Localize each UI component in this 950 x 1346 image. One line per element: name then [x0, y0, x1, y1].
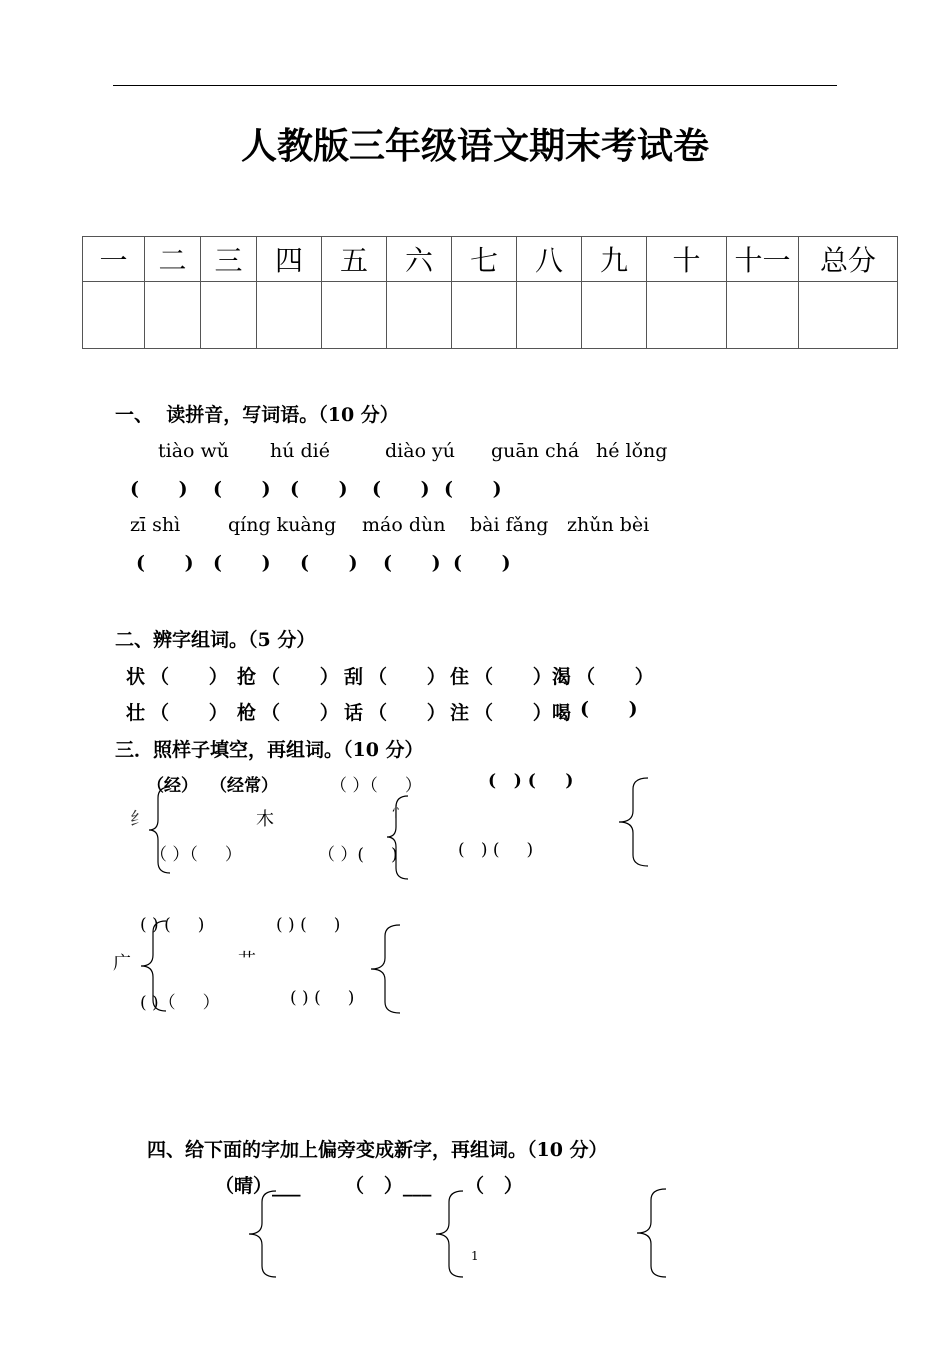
brace-icon	[148, 786, 172, 874]
brace-icon	[370, 924, 402, 1014]
brace-icon	[636, 1188, 668, 1278]
answer-blank[interactable]: ( )	[130, 478, 188, 500]
header-rule	[113, 85, 837, 86]
answer-blank[interactable]: ( )	[213, 478, 271, 500]
answer-blank[interactable]: ( )	[300, 552, 358, 574]
example-word: （经常）	[210, 776, 278, 796]
answer-blank[interactable]: （ ）( )	[318, 845, 398, 865]
pinyin: bài fǎng	[470, 514, 549, 536]
answer-blank[interactable]: ( )	[372, 478, 430, 500]
answer-blank[interactable]: （ ）	[261, 666, 339, 688]
score-header-cell: 九	[582, 237, 647, 282]
answer-blank[interactable]: （ ）	[150, 666, 228, 688]
score-cell[interactable]	[201, 282, 257, 349]
q4-heading: 四、给下面的字加上偏旁变成新字，再组词。（10 分）	[147, 1139, 608, 1161]
char: 壮	[126, 702, 146, 724]
score-header-cell: 总分	[799, 237, 898, 282]
answer-blank[interactable]: ( )	[580, 698, 638, 720]
score-header-cell: 三	[201, 237, 257, 282]
score-cell[interactable]	[647, 282, 727, 349]
score-header-cell: 十一	[727, 237, 799, 282]
score-table-blank-row	[83, 282, 898, 349]
q1-heading: 一、 读拼音，写词语。（10 分）	[115, 404, 399, 426]
score-cell[interactable]	[582, 282, 647, 349]
char: 刮	[344, 666, 364, 688]
score-cell[interactable]	[799, 282, 898, 349]
char: 注	[450, 702, 470, 724]
answer-blank[interactable]: ( )	[383, 552, 441, 574]
answer-blank[interactable]: （ ）	[150, 702, 228, 724]
answer-blank[interactable]: （ ）（ ）	[330, 776, 422, 796]
score-cell[interactable]	[387, 282, 452, 349]
score-cell[interactable]	[517, 282, 582, 349]
score-header-cell: 五	[322, 237, 387, 282]
pinyin: guān chá	[491, 440, 580, 462]
pinyin: diào yú	[385, 440, 456, 462]
example-char-text: 晴	[234, 1175, 254, 1197]
brace-icon	[140, 920, 168, 1012]
answer-blank[interactable]: ( )	[444, 478, 502, 500]
brace-icon	[248, 1190, 278, 1278]
example-word-text: 经常	[227, 776, 261, 796]
score-header-cell: 一	[83, 237, 145, 282]
page-title: 人教版三年级语文期末考试卷	[240, 126, 709, 167]
score-header-cell: 二	[145, 237, 201, 282]
answer-blank[interactable]: ( ) ( )	[140, 915, 205, 935]
score-cell[interactable]	[322, 282, 387, 349]
answer-blank[interactable]: （ ）	[465, 1175, 523, 1197]
score-cell[interactable]	[83, 282, 145, 349]
pinyin: zhǔn bèi	[567, 514, 650, 536]
score-header-cell: 四	[257, 237, 322, 282]
answer-blank[interactable]: ( )	[136, 552, 194, 574]
answer-blank[interactable]: ( ) ( )	[488, 771, 574, 791]
answer-blank[interactable]: ( )（ ）	[140, 993, 220, 1013]
radical: 广	[113, 953, 131, 974]
radical: 纟	[130, 809, 148, 830]
pinyin: máo dùn	[362, 514, 446, 536]
char: 住	[450, 666, 470, 688]
char: 状	[126, 666, 146, 688]
example-char: （经）	[147, 776, 198, 796]
page-number: 1	[471, 1249, 479, 1263]
score-cell[interactable]	[727, 282, 799, 349]
brace-icon	[618, 777, 650, 867]
answer-blank[interactable]: ( )	[213, 552, 271, 574]
char: 抢	[237, 666, 257, 688]
answer-blank[interactable]: ( )	[453, 552, 511, 574]
answer-blank[interactable]: ( )	[290, 478, 348, 500]
score-cell[interactable]	[257, 282, 322, 349]
answer-blank[interactable]: （ ）	[261, 702, 339, 724]
radical: 忄	[392, 805, 406, 821]
char: 喝	[552, 702, 572, 724]
pinyin: tiào wǔ	[158, 440, 230, 462]
score-header-cell: 八	[517, 237, 582, 282]
brace-icon	[386, 795, 410, 880]
answer-blank[interactable]: ( ) ( )	[276, 915, 341, 935]
answer-blank[interactable]: ( ) ( )	[458, 840, 534, 860]
answer-blank[interactable]: （ ）	[368, 666, 446, 688]
answer-blank[interactable]: ( ) ( )	[290, 988, 355, 1008]
pinyin: hú dié	[270, 440, 330, 462]
answer-blank[interactable]: （ ）	[368, 702, 446, 724]
example-char-text: 经	[164, 776, 181, 796]
score-table	[82, 236, 898, 349]
pinyin: qíng kuàng	[228, 514, 337, 536]
brace-icon	[435, 1190, 465, 1278]
pinyin: hé lǒng	[596, 440, 668, 462]
answer-blank[interactable]: （ ）	[474, 702, 552, 724]
radical: 艹	[238, 950, 256, 971]
char: 枪	[237, 702, 257, 724]
score-cell[interactable]	[452, 282, 517, 349]
answer-blank[interactable]: （ ）___	[345, 1175, 432, 1197]
pinyin: zī shì	[130, 514, 181, 536]
answer-blank[interactable]: （ ）	[474, 666, 552, 688]
q2-heading: 二、辨字组词。（5 分）	[115, 629, 316, 651]
q3-heading: 三．照样子填空，再组词。（10 分）	[115, 739, 424, 761]
score-cell[interactable]	[145, 282, 201, 349]
score-header-cell: 七	[452, 237, 517, 282]
score-table-header-row	[83, 237, 898, 282]
score-header-cell: 十	[647, 237, 727, 282]
char: 渴	[552, 666, 572, 688]
score-header-cell: 六	[387, 237, 452, 282]
char: 话	[344, 702, 364, 724]
answer-blank[interactable]: （ ）	[576, 666, 654, 688]
example-char: （晴）___	[215, 1175, 301, 1197]
answer-blank[interactable]: （ ）（ ）	[150, 845, 242, 865]
radical: 木	[256, 809, 274, 830]
